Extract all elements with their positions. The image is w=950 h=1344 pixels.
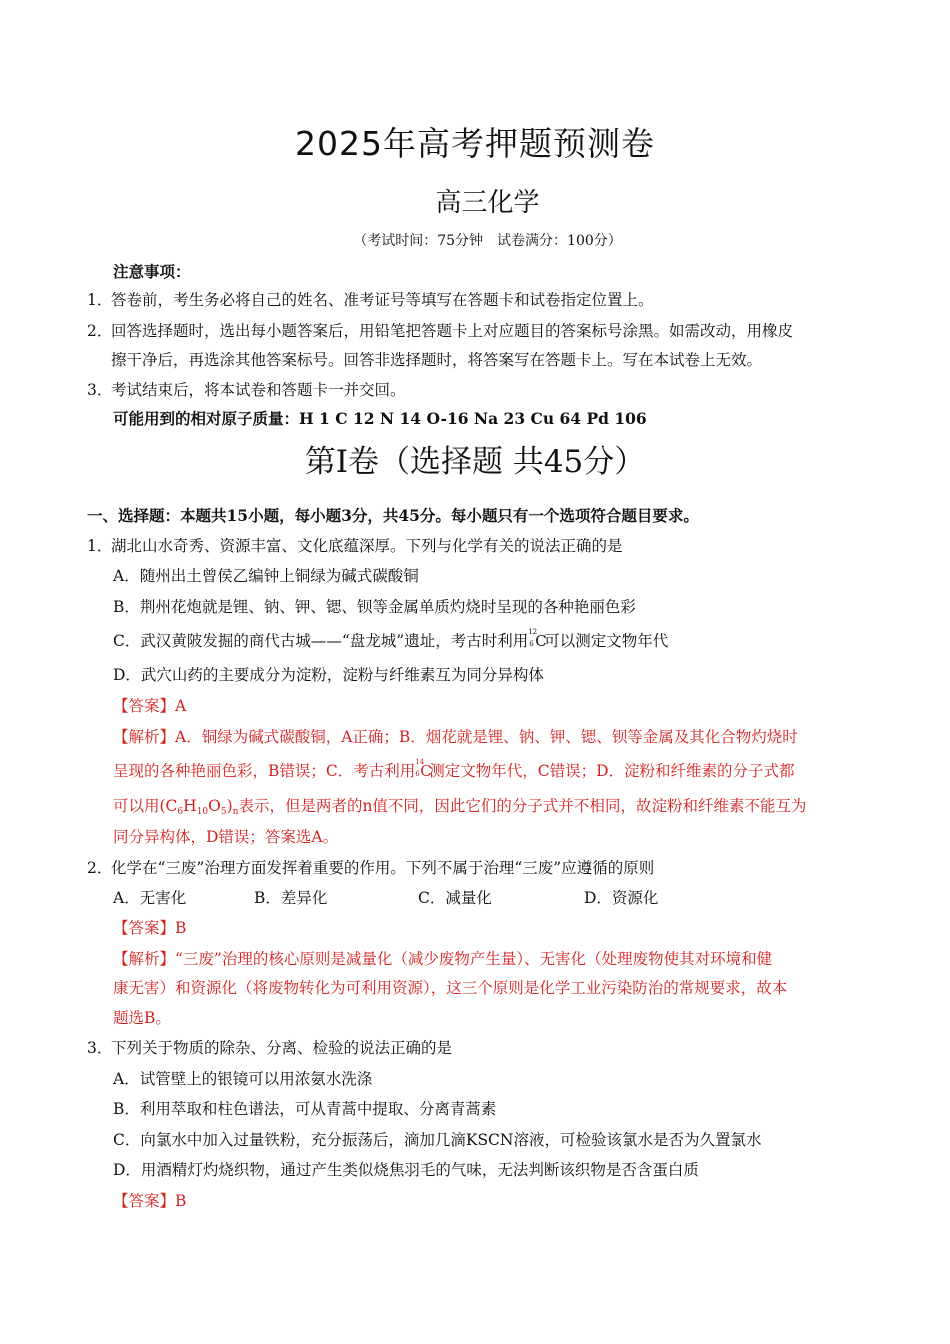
question-1-option-d: D．武穴山药的主要成分为淀粉，淀粉与纤维素互为同分异构体 <box>113 666 544 684</box>
atomic-masses: 可能用到的相对原子质量：H 1 C 12 N 14 O-16 Na 23 Cu 64 Pd 106 <box>113 409 647 428</box>
question-number: 2． <box>87 859 113 877</box>
section-title: 第Ⅰ卷（选择题 共45分） <box>304 444 646 480</box>
notice-heading: 注意事项： <box>113 262 191 281</box>
question-2-option-d: D．资源化 <box>584 889 659 907</box>
isotope-mass-number: 12 <box>528 628 538 636</box>
notice-item-1 <box>87 290 654 310</box>
carbon-isotope-symbol <box>528 628 547 651</box>
formula-element: O <box>208 797 221 815</box>
isotope-mass-number: 14 <box>415 758 425 766</box>
question-3-option-c: C．向氯水中加入过量铁粉，充分振荡后，滴加几滴KSCN溶液，可检验该氯水是否为久置氯水 <box>113 1131 762 1149</box>
notice-item-2 <box>87 321 793 341</box>
question-text: 湖北山水奇秀、资源丰富、文化底蕴深厚。下列与化学有关的说法正确的是 <box>111 537 623 555</box>
question-1-option-b: B．荆州花炮就是锂、钠、钾、锶、钡等金属单质灼烧时呈现的各种艳丽色彩 <box>113 598 636 616</box>
question-1-explanation-line: 同分异构体，D错误；答案选A。 <box>113 828 339 846</box>
isotope-element: C <box>535 632 547 650</box>
question-3-option-b: B．利用萃取和柱色谱法，可从青蒿中提取、分离青蒿素 <box>113 1100 497 1118</box>
isotope-atomic-number: 6 <box>529 640 534 648</box>
question-2-stem <box>87 858 654 878</box>
isotope-atomic-number: 6 <box>415 770 420 778</box>
section-instruction: 一、选择题：本题共15小题，每小题3分，共45分。每小题只有一个选项符合题目要求。 <box>87 506 699 525</box>
question-2-option-b: B．差异化 <box>254 889 328 907</box>
explanation-text: 表示，但是两者的n值不同，因此它们的分子式并不相同，故淀粉和纤维素不能互为 <box>238 797 807 815</box>
exam-info: （考试时间：75分钟 试卷满分：100分） <box>353 233 622 249</box>
option-text: 可以测定文物年代 <box>544 632 669 650</box>
explanation-text: 测定文物年代，C错误；D．淀粉和纤维素的分子式都 <box>429 762 795 780</box>
question-1-explanation-line: 【解析】A．铜绿为碱式碳酸铜，A正确；B．烟花就是锂、钠、钾、锶、钡等金属及其化合物灼烧时 <box>113 728 798 746</box>
page-title: 2025年高考押题预测卷 <box>295 124 655 163</box>
notice-item-2-continued: 擦干净后，再选涂其他答案标号。回答非选择题时，将答案写在答题卡上。写在本试卷上无效。 <box>111 351 763 369</box>
notice-item-number: 1． <box>87 291 113 309</box>
question-text: 化学在“三废”治理方面发挥着重要的作用。下列不属于治理“三废”应遵循的原则 <box>111 859 655 877</box>
formula-bracket: ) <box>226 797 233 815</box>
notice-item-number: 2． <box>87 322 113 340</box>
explanation-text: 可以用(C <box>113 797 178 815</box>
notice-item-text: 考试结束后，将本试卷和答题卡一并交回。 <box>111 381 406 399</box>
explanation-text: 呈现的各种艳丽色彩，B错误；C．考古利用 <box>113 762 416 780</box>
formula-subscript: 10 <box>196 807 209 817</box>
option-text: C．武汉黄陂发掘的商代古城——“盘龙城”遗址，考古时利用 <box>113 632 529 650</box>
formula-element: H <box>183 797 197 815</box>
question-1-explanation-line <box>113 758 795 781</box>
question-2-explanation-line: 题选B。 <box>113 1009 171 1027</box>
formula-subscript: 5 <box>220 807 227 817</box>
question-2-option-a: A．无害化 <box>113 889 187 907</box>
question-number: 1． <box>87 537 113 555</box>
question-1-option-c <box>113 628 669 651</box>
question-3-answer: 【答案】B <box>113 1192 187 1210</box>
question-3-stem <box>87 1038 452 1058</box>
question-1-answer: 【答案】A <box>113 697 187 715</box>
formula-subscript: n <box>232 807 239 817</box>
question-3-option-d: D．用酒精灯灼烧织物，通过产生类似烧焦羽毛的气味，无法判断该织物是否含蛋白质 <box>113 1161 699 1179</box>
question-2-explanation-line: 康无害）和资源化（将废物转化为可利用资源），这三个原则是化学工业污染防治的常规要求，故本 <box>113 979 788 997</box>
question-text: 下列关于物质的除杂、分离、检验的说法正确的是 <box>111 1039 453 1057</box>
question-2-option-c: C．减量化 <box>418 889 492 907</box>
question-2-answer: 【答案】B <box>113 919 187 937</box>
question-3-option-a: A．试管壁上的银镜可以用浓氨水洗涤 <box>113 1070 373 1088</box>
notice-item-text: 回答选择题时，选出每小题答案后，用铅笔把答题卡上对应题目的答案标号涂黑。如需改动，用橡皮 <box>111 322 794 340</box>
question-2-explanation-line: 【解析】“三废”治理的核心原则是减量化（减少废物产生量）、无害化（处理废物使其对环境和健 <box>113 950 773 968</box>
question-number: 3． <box>87 1039 113 1057</box>
question-1-option-a: A．随州出土曾侯乙编钟上铜绿为碱式碳酸铜 <box>113 567 419 585</box>
notice-item-text: 答卷前，考生务必将自己的姓名、准考证号等填写在答题卡和试卷指定位置上。 <box>111 291 654 309</box>
question-1-stem <box>87 536 623 556</box>
page-subtitle: 高三化学 <box>435 188 540 218</box>
carbon-isotope-symbol <box>415 758 432 781</box>
notice-item-number: 3． <box>87 381 113 399</box>
isotope-element: C <box>420 762 432 780</box>
notice-item-3 <box>87 380 406 400</box>
question-1-explanation-line <box>113 796 806 822</box>
formula-subscript: 6 <box>177 807 184 817</box>
